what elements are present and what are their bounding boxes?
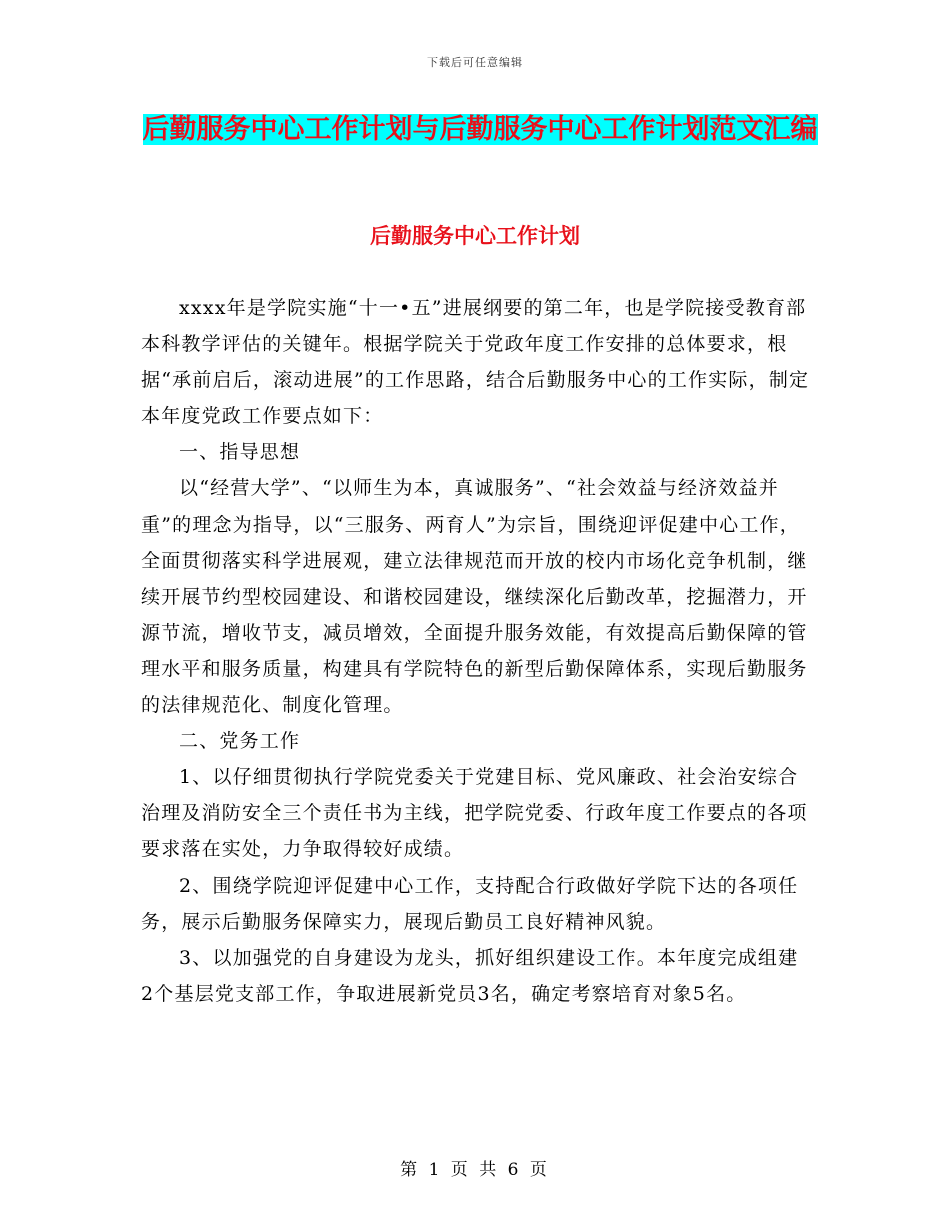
paragraph-party-work-1: 1、以仔细贯彻执行学院党委关于党建目标、党风廉政、社会治安综合治理及消防安全三个责任书为主线，把学院党委、行政年度工作要点的各项要求落在实处，力争取得较好成绩。: [141, 766, 808, 861]
paragraph-party-work-3: 3、以加强党的自身建设为龙头，抓好组织建设工作。本年度完成组建2个基层党支部工作，争取进展新党员3名，确定考察培育对象5名。: [141, 946, 799, 1005]
section-title: 后勤服务中心工作计划: [370, 223, 580, 248]
body-text: [141, 290, 811, 1012]
header-note: 下载后可任意编辑: [427, 56, 523, 69]
page-footer: 第 1 页 共 6 页: [400, 1160, 550, 1180]
document-title-text: 后勤服务中心工作计划与后勤服务中心工作计划范文汇编: [142, 114, 818, 145]
paragraph-guiding-ideology: 以“经营大学”、“以师生为本，真诚服务”、“社会效益与经济效益并重”的理念为指导，以“三服务、两育人”为宗旨，围绕迎评促建中心工作，全面贯彻落实科学进展观，建立法律规范而开放的校内市场化竞争机制，继续开展节约型校园建设、和谐校园建设，继续深化后勤改革，挖掘潜力，开源节流，增收节支，减员增效，全面提升服务效能，有效提高后勤保障的管理水平和服务质量，构建具有学院特色的新型后勤保障体系，实现后勤服务的法律规范化、制度化管理。: [141, 477, 808, 717]
paragraph-party-work-2: 2、围绕学院迎评促建中心工作，支持配合行政做好学院下达的各项任务，展示后勤服务保障实力，展现后勤员工良好精神风貌。: [141, 874, 799, 933]
document-title: [140, 108, 820, 152]
paragraph-intro: xxxx年是学院实施“十一•五”进展纲要的第二年，也是学院接受教育部本科教学评估的关键年。根据学院关于党政年度工作安排的总体要求，根据“承前启后，滚动进展”的工作思路，结合后勤服务中心的工作实际，制定本年度党政工作要点如下：: [141, 297, 810, 428]
heading-party-work: 二、党务工作: [179, 730, 301, 753]
heading-guiding-ideology: 一、指导思想: [179, 441, 301, 464]
